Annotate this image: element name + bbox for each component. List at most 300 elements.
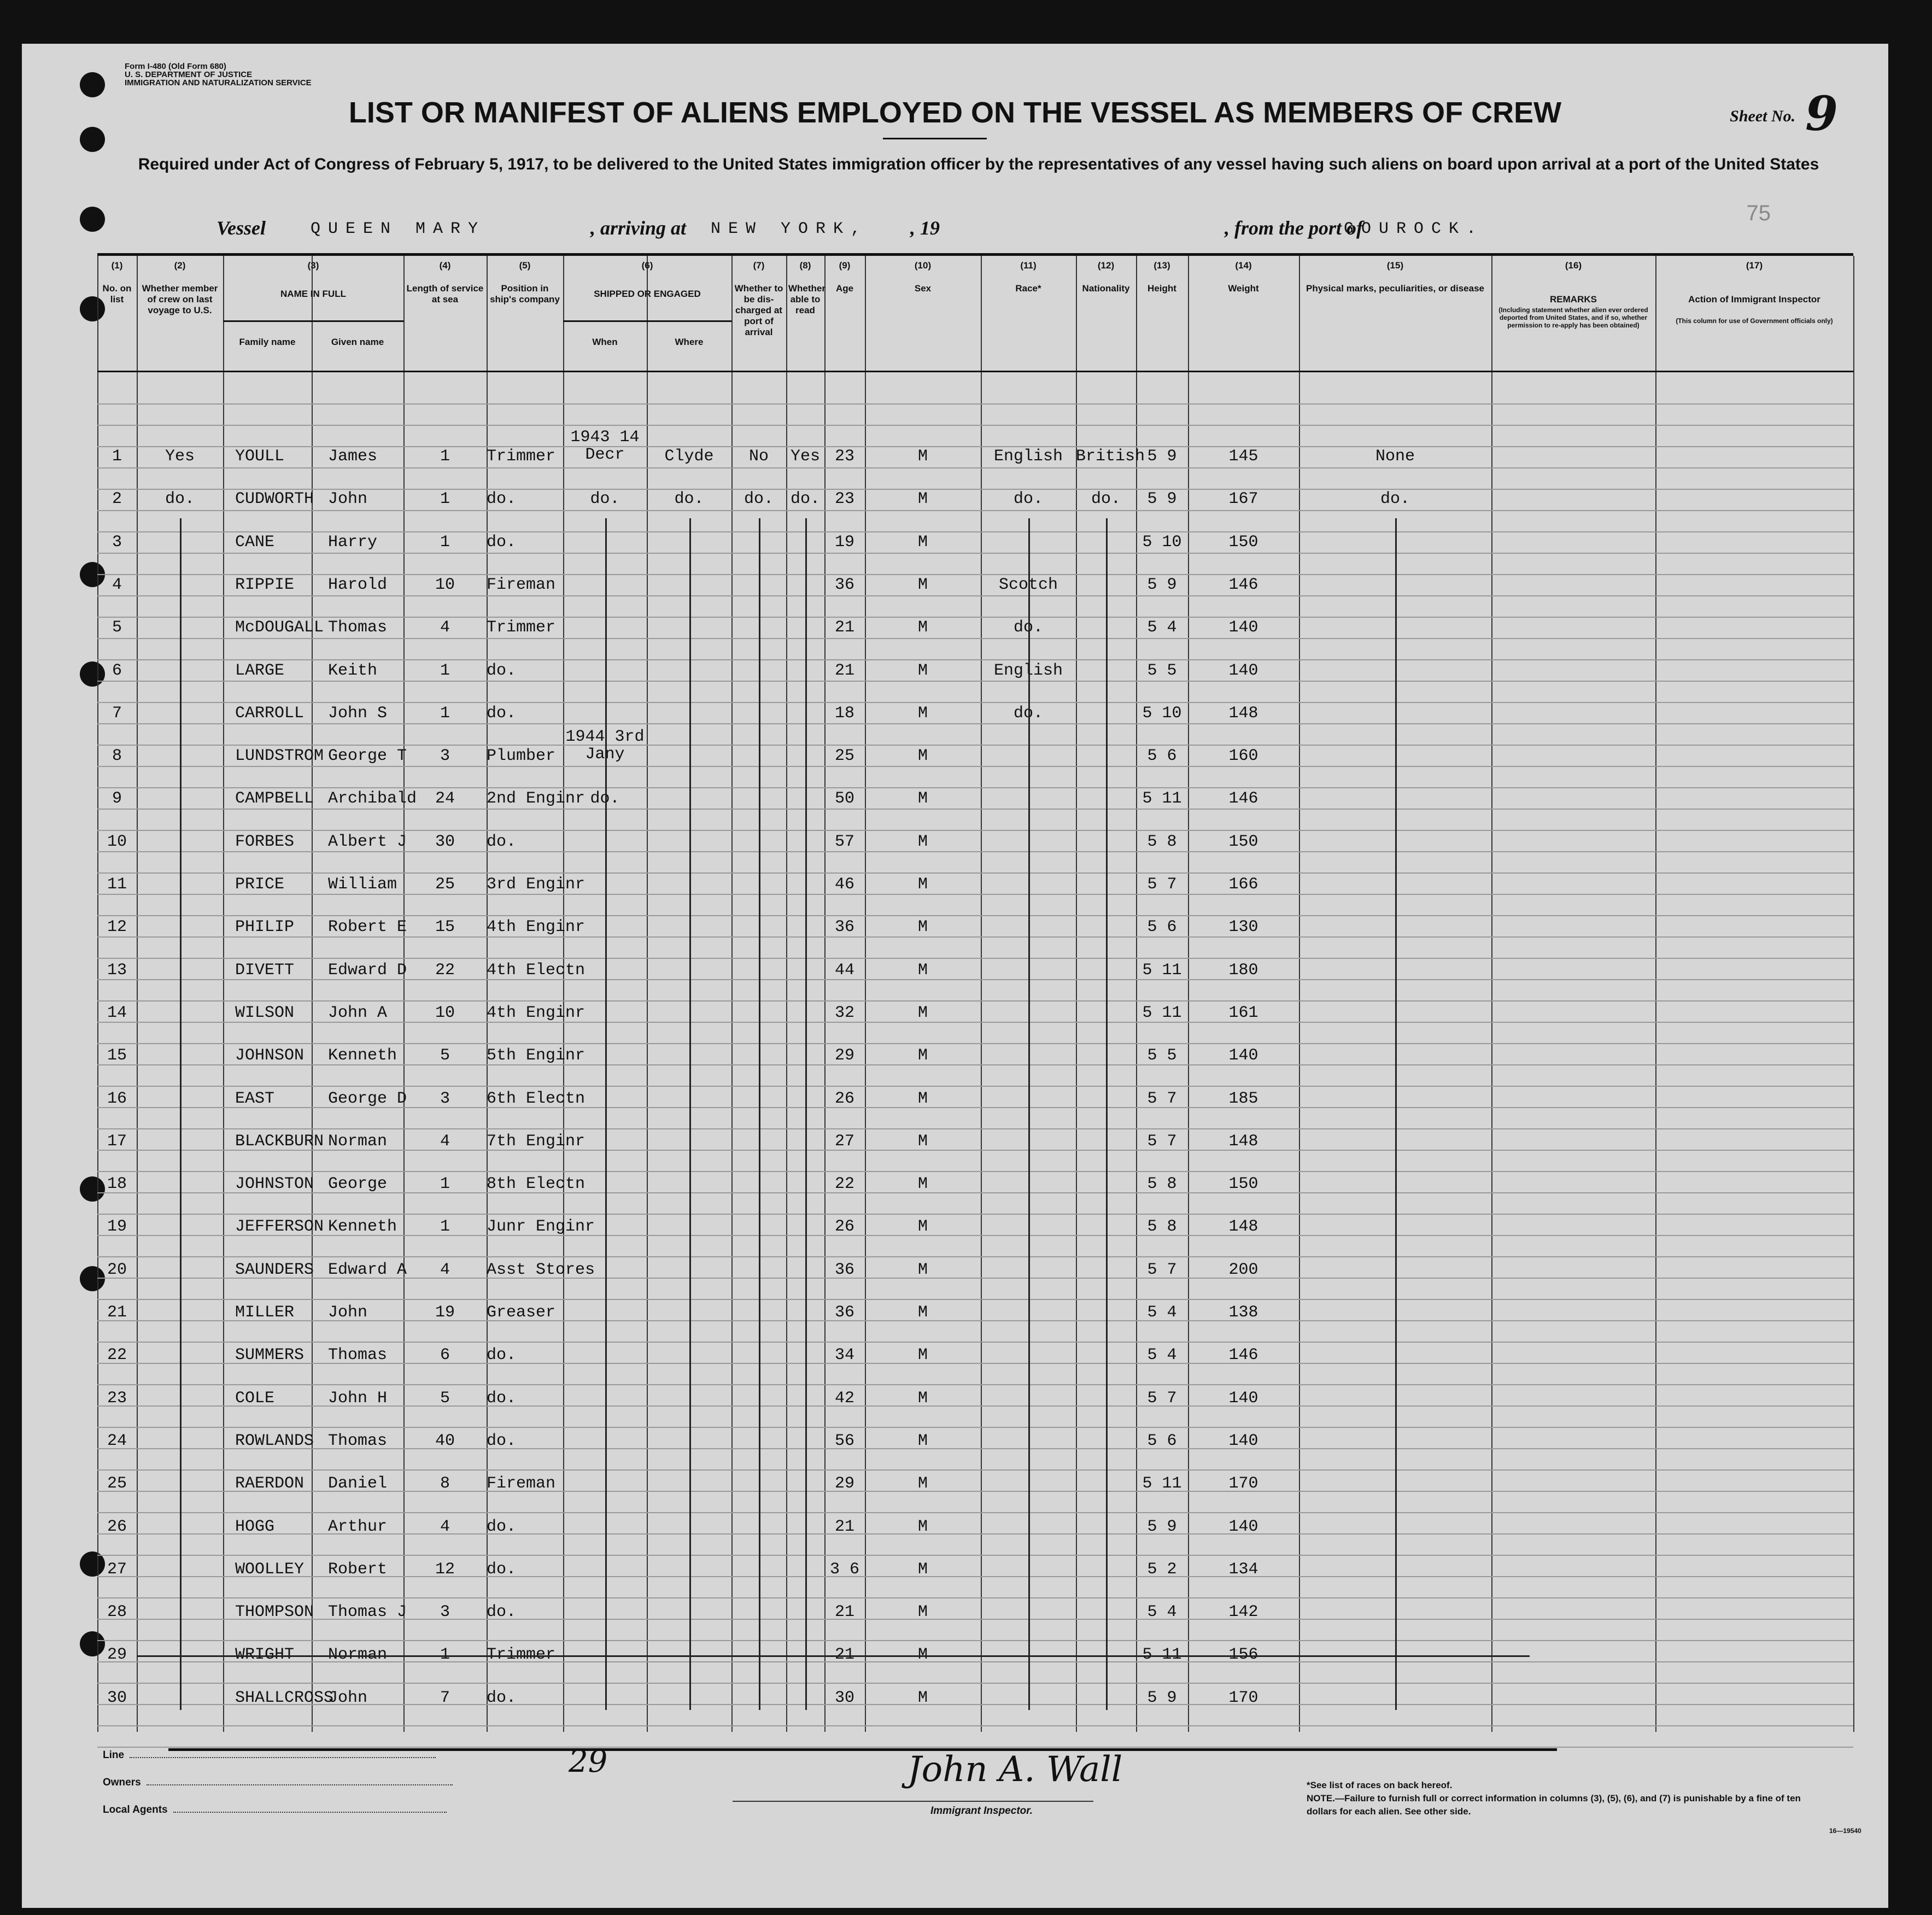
table-cell-sex: M	[917, 1645, 928, 1665]
column-header: NAME IN FULL	[280, 289, 346, 299]
table-cell-height: 5 7	[1147, 1260, 1177, 1279]
column-subheader: Family name	[239, 337, 296, 347]
table-cell-age: 46	[834, 875, 854, 894]
table-cell-no: 11	[107, 875, 127, 894]
table-cell-position: 4th Electn	[487, 961, 586, 980]
table-cell-family: ROWLANDS	[235, 1431, 314, 1450]
table-cell-weight: 200	[1228, 1260, 1258, 1279]
ruled-line	[97, 745, 1853, 746]
table-cell-weight: 150	[1228, 832, 1258, 851]
table-cell-height: 5 5	[1147, 1046, 1177, 1065]
ruled-line	[97, 723, 1853, 724]
print-code: 16—19540	[1829, 1827, 1861, 1835]
table-cell-given: George T	[328, 747, 407, 766]
table-cell-height: 5 9	[1147, 575, 1177, 594]
table-cell-given: Thomas	[328, 1431, 388, 1450]
table-cell-height: 5 6	[1147, 918, 1177, 937]
table-cell-no: 14	[107, 1003, 127, 1022]
table-cell-weight: 142	[1228, 1603, 1258, 1622]
table-cell-position: do.	[487, 832, 517, 851]
table-cell-given: John	[328, 490, 368, 509]
column-rule	[1491, 256, 1492, 1732]
date-label: , 19	[910, 217, 940, 239]
table-cell-age: 36	[834, 1303, 854, 1322]
table-cell-age: 30	[834, 1688, 854, 1707]
ruled-line	[97, 1342, 1853, 1343]
table-cell-age: 29	[834, 1046, 854, 1065]
table-cell-position: Plumber	[487, 747, 556, 766]
table-cell-age: 56	[834, 1431, 854, 1450]
table-cell-age: 3 6	[829, 1560, 859, 1579]
table-cell-age: 21	[834, 1603, 854, 1622]
table-cell-weight: 167	[1228, 490, 1258, 509]
table-cell-sex: M	[917, 832, 928, 851]
table-cell-service: 5	[440, 1389, 450, 1408]
ruled-line	[97, 1725, 1853, 1726]
ruled-line	[97, 872, 1853, 874]
table-cell-given: Thomas	[328, 618, 388, 637]
table-cell-age: 36	[834, 918, 854, 937]
column-rule	[1655, 256, 1656, 1732]
table-cell-weight: 140	[1228, 1517, 1258, 1536]
table-cell-given: John A	[328, 1003, 388, 1022]
column-header: Whether to be dis-charged at port of arrival	[734, 283, 783, 337]
table-cell-age: 19	[834, 532, 854, 552]
table-cell-position: 6th Electn	[487, 1089, 586, 1108]
table-cell-no: 22	[107, 1346, 127, 1365]
table-cell-weight: 156	[1228, 1645, 1258, 1665]
table-cell-weight: 145	[1228, 447, 1258, 466]
ruled-line	[97, 1555, 1853, 1556]
table-cell-service: 3	[440, 1089, 450, 1108]
ditto-stroke	[689, 518, 691, 1710]
ruled-line	[97, 595, 1853, 596]
table-cell-service: 1	[440, 1645, 450, 1665]
ruled-line	[97, 659, 1853, 660]
table-cell-age: 44	[834, 961, 854, 980]
table-cell-family: CUDWORTH	[235, 490, 314, 509]
column-header: Action of Immigrant Inspector	[1688, 294, 1820, 304]
ruled-line	[97, 830, 1853, 831]
column-number: (3)	[307, 260, 319, 271]
table-cell-family: THOMPSON	[235, 1603, 314, 1622]
column-rule	[563, 256, 564, 1732]
table-cell-height: 5 4	[1147, 1346, 1177, 1365]
table-cell-race: do.	[1013, 704, 1043, 723]
table-cell-age: 21	[834, 1645, 854, 1665]
table-cell-age: 27	[834, 1132, 854, 1151]
owners-field: Owners	[103, 1777, 453, 1789]
table-cell-race: do.	[1013, 618, 1043, 637]
table-cell-no: 2	[112, 490, 122, 509]
table-cell-prev: do.	[165, 490, 195, 509]
ditto-stroke	[605, 518, 607, 1710]
table-cell-given: Norman	[328, 1132, 388, 1151]
arriving-label: , arriving at	[590, 217, 687, 239]
table-cell-given: John	[328, 1688, 368, 1707]
table-cell-no: 5	[112, 618, 122, 637]
table-cell-position: Asst Stores	[487, 1260, 595, 1279]
ruled-line	[97, 1384, 1853, 1385]
table-cell-given: William	[328, 875, 397, 894]
table-cell-family: JOHNSON	[235, 1046, 305, 1065]
column-number: (2)	[174, 260, 186, 271]
table-cell-weight: 148	[1228, 1217, 1258, 1237]
table-cell-weight: 146	[1228, 789, 1258, 809]
table-cell-given: George	[328, 1175, 388, 1194]
table-cell-given: John H	[328, 1389, 388, 1408]
table-cell-when: 1943 14 Decr	[570, 428, 640, 464]
ruled-line	[97, 936, 1853, 938]
table-cell-position: do.	[487, 532, 517, 552]
table-cell-service: 1	[440, 704, 450, 723]
column-header: Race*	[1015, 283, 1041, 294]
table-cell-sex: M	[917, 1474, 928, 1494]
ruled-line	[97, 425, 1853, 426]
table-cell-weight: 148	[1228, 1132, 1258, 1151]
table-cell-height: 5 9	[1147, 447, 1177, 466]
table-cell-where: Clyde	[664, 447, 714, 466]
table-cell-age: 57	[834, 832, 854, 851]
column-number: (1)	[111, 260, 123, 271]
column-subheader: Where	[675, 337, 704, 347]
table-cell-family: LUNDSTROM	[235, 747, 324, 766]
table-cell-age: 18	[834, 704, 854, 723]
ruled-line	[97, 1256, 1853, 1257]
table-cell-sex: M	[917, 1260, 928, 1279]
table-cell-family: COLE	[235, 1389, 275, 1408]
ruled-line	[97, 617, 1853, 618]
table-cell-weight: 140	[1228, 661, 1258, 680]
ruled-line	[97, 851, 1853, 852]
table-cell-age: 21	[834, 1517, 854, 1536]
table-cell-position: 7th Enginr	[487, 1132, 586, 1151]
table-cell-family: SAUNDERS	[235, 1260, 314, 1279]
table-cell-sex: M	[917, 875, 928, 894]
column-rule	[487, 256, 488, 1732]
table-cell-no: 19	[107, 1217, 127, 1237]
signature-line	[733, 1801, 1093, 1802]
table-cell-given: Norman	[328, 1645, 388, 1665]
table-cell-position: do.	[487, 490, 517, 509]
table-cell-weight: 150	[1228, 532, 1258, 552]
table-cell-no: 21	[107, 1303, 127, 1322]
table-cell-height: 5 8	[1147, 1175, 1177, 1194]
ruled-line	[97, 894, 1853, 895]
table-cell-no: 4	[112, 575, 122, 594]
ditto-stroke	[1028, 518, 1030, 1710]
line-field: Line	[103, 1749, 436, 1761]
column-header: Whether member of crew on last voyage to U.S.	[142, 283, 218, 315]
column-rule	[1136, 256, 1137, 1732]
table-cell-service: 1	[440, 1217, 450, 1237]
table-cell-sex: M	[917, 1560, 928, 1579]
table-cell-family: JOHNSTON	[235, 1175, 314, 1194]
table-cell-family: CAMPBELL	[235, 789, 314, 809]
table-cell-weight: 185	[1228, 1089, 1258, 1108]
column-rule	[786, 256, 787, 1732]
table-cell-read: Yes	[790, 447, 820, 466]
column-rule	[1853, 256, 1854, 1732]
column-number: (13)	[1154, 260, 1170, 271]
table-cell-sex: M	[917, 747, 928, 766]
table-cell-sex: M	[917, 1389, 928, 1408]
table-cell-no: 29	[107, 1645, 127, 1665]
table-cell-age: 21	[834, 618, 854, 637]
manifest-sheet	[22, 44, 1888, 1908]
table-cell-given: John	[328, 1303, 368, 1322]
header-subrule	[563, 320, 731, 322]
table-cell-height: 5 11	[1142, 1645, 1182, 1665]
column-number: (4)	[439, 260, 451, 271]
table-cell-weight: 146	[1228, 575, 1258, 594]
table-cell-sex: M	[917, 532, 928, 552]
table-cell-age: 26	[834, 1217, 854, 1237]
column-rule	[981, 256, 982, 1732]
table-cell-when: 1944 3rd Jany	[565, 728, 645, 764]
table-cell-family: JEFFERSON	[235, 1217, 324, 1237]
table-cell-height: 5 4	[1147, 1303, 1177, 1322]
table-cell-sex: M	[917, 1431, 928, 1450]
table-cell-height: 5 10	[1142, 532, 1182, 552]
table-cell-weight: 140	[1228, 1431, 1258, 1450]
table-cell-sex: M	[917, 918, 928, 937]
ruled-line	[97, 915, 1853, 916]
header-subrule	[223, 320, 403, 322]
column-subheader: When	[592, 337, 618, 347]
column-header: Position in ship's company	[490, 283, 560, 304]
table-cell-no: 15	[107, 1046, 127, 1065]
ruled-line	[97, 1640, 1853, 1641]
table-cell-given: Kenneth	[328, 1217, 397, 1237]
table-cell-no: 13	[107, 961, 127, 980]
table-cell-family: LARGE	[235, 661, 285, 680]
table-cell-race: English	[993, 661, 1063, 680]
table-cell-service: 40	[435, 1431, 455, 1450]
table-cell-given: Robert E	[328, 918, 407, 937]
ruled-line	[97, 1299, 1853, 1300]
table-cell-position: 5th Enginr	[487, 1046, 586, 1065]
table-cell-sex: M	[917, 961, 928, 980]
table-cell-position: 2nd Enginr	[487, 789, 586, 809]
ruled-line	[97, 467, 1853, 468]
table-cell-sex: M	[917, 1603, 928, 1622]
table-cell-sex: M	[917, 661, 928, 680]
ruled-line	[97, 553, 1853, 554]
table-cell-service: 25	[435, 875, 455, 894]
table-cell-service: 1	[440, 661, 450, 680]
table-cell-family: SUMMERS	[235, 1346, 305, 1365]
column-rule	[97, 256, 98, 1732]
table-cell-position: 8th Electn	[487, 1175, 586, 1194]
table-cell-position: do.	[487, 1603, 517, 1622]
table-cell-no: 20	[107, 1260, 127, 1279]
from-port-label: , from the port of	[1225, 217, 1363, 239]
tally-mark: 29	[569, 1744, 608, 1779]
table-cell-given: Thomas	[328, 1346, 388, 1365]
ditto-stroke	[180, 518, 182, 1710]
punch-hole	[80, 207, 105, 232]
column-header: No. on list	[102, 283, 132, 304]
table-cell-position: Trimmer	[487, 447, 556, 466]
page-stamp: 75	[1746, 201, 1771, 225]
table-cell-family: DIVETT	[235, 961, 295, 980]
table-cell-position: do.	[487, 661, 517, 680]
column-number: (12)	[1097, 260, 1115, 271]
table-cell-prev: Yes	[165, 447, 195, 466]
table-cell-service: 1	[440, 490, 450, 509]
table-cell-height: 5 9	[1147, 1517, 1177, 1536]
ruled-line	[97, 787, 1853, 788]
table-cell-race: Scotch	[998, 575, 1058, 594]
table-cell-sex: M	[917, 1217, 928, 1237]
table-cell-height: 5 9	[1147, 490, 1177, 509]
table-cell-height: 5 7	[1147, 875, 1177, 894]
table-cell-service: 4	[440, 1517, 450, 1536]
table-cell-family: FORBES	[235, 832, 295, 851]
table-cell-family: McDOUGALL	[235, 618, 324, 637]
sheet-number: Sheet No. 9	[1730, 86, 1838, 142]
table-cell-position: Trimmer	[487, 1645, 556, 1665]
table-cell-when: do.	[590, 789, 620, 809]
table-cell-nationality: do.	[1091, 490, 1121, 509]
column-number: (14)	[1235, 260, 1252, 271]
table-cell-height: 5 9	[1147, 1688, 1177, 1707]
table-cell-weight: 150	[1228, 1175, 1258, 1194]
column-header: Weight	[1228, 283, 1259, 294]
table-cell-family: WRIGHT	[235, 1645, 295, 1665]
table-cell-position: do.	[487, 1346, 517, 1365]
form-number: Form I-480 (Old Form 680) U. S. DEPARTMENT OF JUSTICE IMMIGRATION AND NATURALIZATION SERVICE	[125, 62, 312, 87]
column-rule	[312, 256, 313, 1732]
table-cell-no: 28	[107, 1603, 127, 1622]
ditto-stroke	[759, 518, 760, 1710]
table-cell-race: English	[993, 447, 1063, 466]
table-cell-family: WILSON	[235, 1003, 295, 1022]
ruled-line	[97, 766, 1853, 767]
ruled-line	[97, 403, 1853, 405]
table-cell-position: 3rd Enginr	[487, 875, 586, 894]
table-cell-sex: M	[917, 1303, 928, 1322]
table-cell-height: 5 8	[1147, 1217, 1177, 1237]
column-subheader: Given name	[331, 337, 384, 347]
ruled-line	[97, 1086, 1853, 1087]
table-cell-given: Harry	[328, 532, 378, 552]
column-number: (10)	[914, 260, 932, 271]
table-cell-height: 5 10	[1142, 704, 1182, 723]
table-cell-family: WOOLLEY	[235, 1560, 305, 1579]
ruled-line	[97, 1597, 1853, 1598]
table-cell-service: 10	[435, 575, 455, 594]
table-cell-service: 3	[440, 747, 450, 766]
table-cell-weight: 148	[1228, 704, 1258, 723]
column-header: Physical marks, peculiarities, or disease	[1305, 283, 1484, 294]
punch-hole	[80, 127, 105, 152]
table-cell-given: Thomas J	[328, 1603, 407, 1622]
table-cell-marks: None	[1375, 447, 1415, 466]
table-cell-height: 5 6	[1147, 747, 1177, 766]
ruled-line	[97, 1171, 1853, 1172]
table-cell-height: 5 11	[1142, 961, 1182, 980]
table-cell-service: 6	[440, 1346, 450, 1365]
footnotes: *See list of races on back hereof. NOTE.—Failure to furnish full or correct information in columns (3), (5), (6), and (7) is punishable by a fine of ten dollars for each alien. See other side.	[1307, 1780, 1801, 1817]
table-cell-family: YOULL	[235, 447, 285, 466]
inspector-signature: John A. Wall	[908, 1749, 1123, 1790]
table-cell-sex: M	[917, 447, 928, 466]
table-cell-position: Trimmer	[487, 618, 556, 637]
table-cell-sex: M	[917, 1517, 928, 1536]
table-cell-given: Daniel	[328, 1474, 388, 1494]
column-rule	[824, 256, 826, 1732]
table-cell-weight: 146	[1228, 1346, 1258, 1365]
table-cell-sex: M	[917, 490, 928, 509]
ruled-line	[97, 1747, 1853, 1748]
table-cell-no: 3	[112, 532, 122, 552]
ditto-stroke	[1106, 518, 1108, 1710]
table-cell-family: CARROLL	[235, 704, 305, 723]
table-cell-service: 1	[440, 1175, 450, 1194]
table-cell-age: 21	[834, 661, 854, 680]
table-cell-sex: M	[917, 575, 928, 594]
table-cell-service: 8	[440, 1474, 450, 1494]
table-cell-weight: 180	[1228, 961, 1258, 980]
table-cell-position: do.	[487, 1688, 517, 1707]
ruled-line	[97, 1214, 1853, 1215]
column-number: (9)	[839, 260, 851, 271]
table-cell-sex: M	[917, 1046, 928, 1065]
inspector-label: Immigrant Inspector.	[930, 1805, 1033, 1817]
vessel-name: QUEEN MARY	[311, 220, 486, 238]
table-cell-family: RIPPIE	[235, 575, 295, 594]
table-cell-weight: 170	[1228, 1474, 1258, 1494]
column-header: REMARKS	[1550, 294, 1597, 304]
table-cell-no: 25	[107, 1474, 127, 1494]
ditto-stroke	[1395, 518, 1397, 1710]
table-cell-service: 5	[440, 1046, 450, 1065]
table-cell-height: 5 7	[1147, 1132, 1177, 1151]
table-cell-given: Edward D	[328, 961, 407, 980]
table-cell-family: RAERDON	[235, 1474, 305, 1494]
table-cell-height: 5 6	[1147, 1431, 1177, 1450]
table-cell-no: 17	[107, 1132, 127, 1151]
table-cell-height: 5 7	[1147, 1089, 1177, 1108]
table-cell-no: 18	[107, 1175, 127, 1194]
crew-table	[97, 253, 1853, 1707]
table-cell-age: 36	[834, 575, 854, 594]
column-header: Sex	[914, 283, 932, 294]
table-cell-family: EAST	[235, 1089, 275, 1108]
table-cell-age: 34	[834, 1346, 854, 1365]
table-cell-position: 4th Enginr	[487, 918, 586, 937]
table-cell-position: Greaser	[487, 1303, 556, 1322]
table-cell-weight: 160	[1228, 747, 1258, 766]
table-cell-sex: M	[917, 1346, 928, 1365]
column-number: (6)	[641, 260, 653, 271]
table-cell-no: 12	[107, 918, 127, 937]
table-cell-weight: 130	[1228, 918, 1258, 937]
table-cell-when: do.	[590, 490, 620, 509]
page-subtitle: Required under Act of Congress of February 5, 1917, to be delivered to the United States immigration officer by the representatives of any vessel having such aliens on board upon arrival at a port of the United States	[138, 155, 1819, 173]
table-cell-service: 30	[435, 832, 455, 851]
column-rule	[223, 256, 224, 1732]
table-cell-weight: 140	[1228, 1389, 1258, 1408]
table-cell-age: 23	[834, 447, 854, 466]
table-cell-age: 23	[834, 490, 854, 509]
column-header: Whether able to read	[788, 283, 826, 315]
strike-line	[137, 1655, 1530, 1657]
column-number: (16)	[1565, 260, 1582, 271]
table-cell-height: 5 4	[1147, 1603, 1177, 1622]
